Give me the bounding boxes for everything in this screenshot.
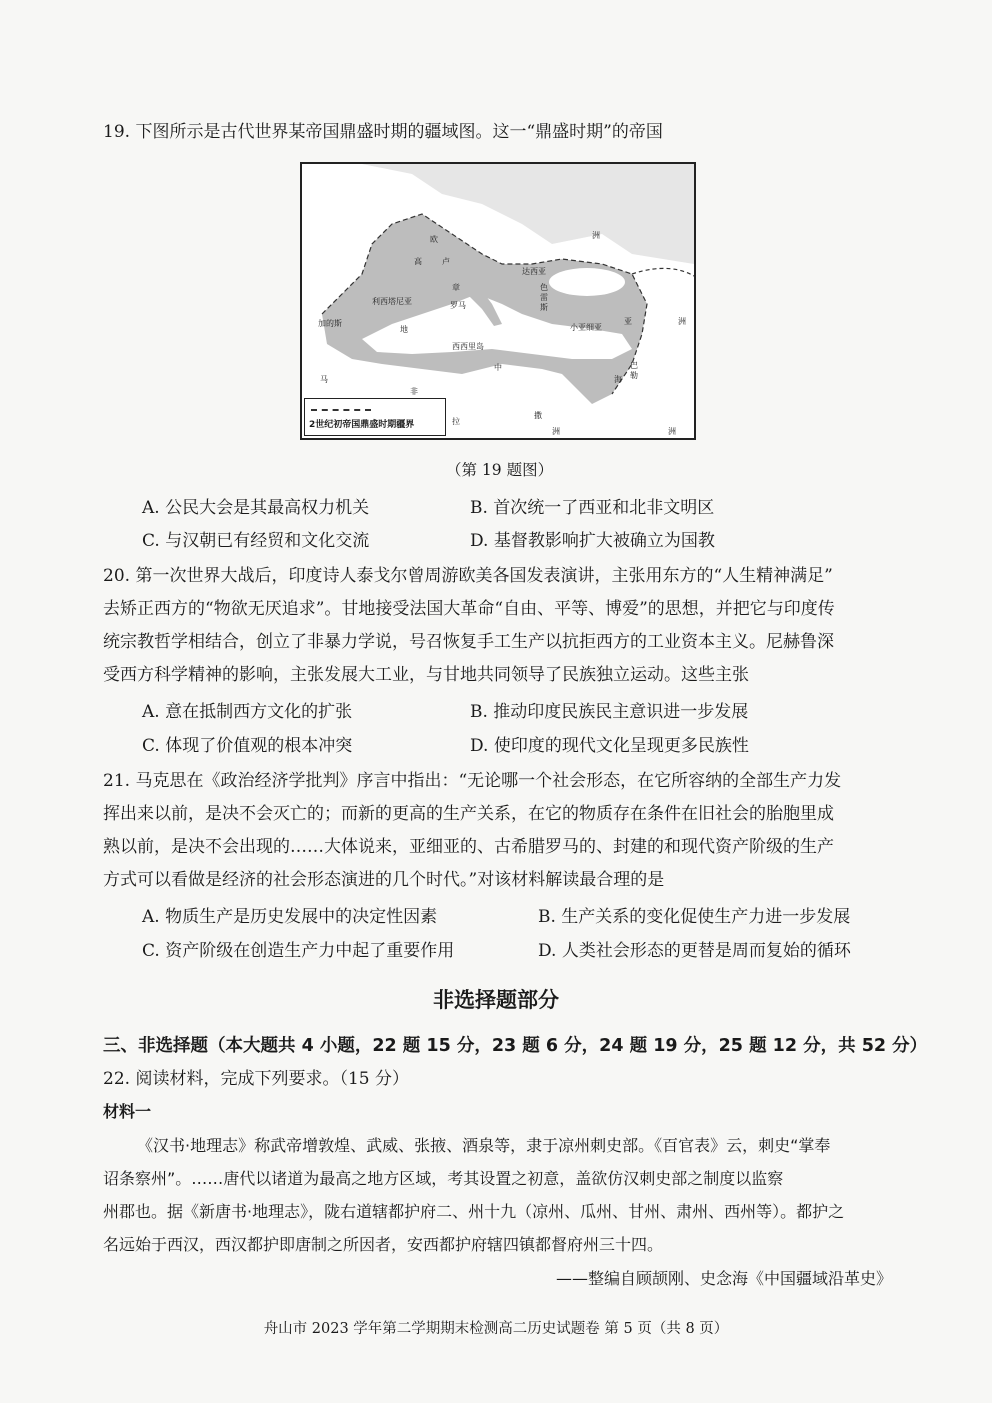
map-label: 色 — [540, 283, 548, 292]
map-label: 拉 — [452, 417, 460, 426]
q20-option-b: B. 推动印度民族民主意识进一步发展 — [470, 702, 749, 722]
q20-option-a: A. 意在抵制西方文化的扩张 — [142, 702, 353, 722]
q21-line: 挥出来以前，是决不会灭亡的；而新的更高的生产关系，在它的物质存在条件在旧社会的胎胞里成 — [103, 804, 834, 824]
q19-option-c: C. 与汉朝已有经贸和文化交流 — [142, 531, 370, 551]
map-label: 卢 — [442, 257, 450, 266]
q21-option-a: A. 物质生产是历史发展中的决定性因素 — [142, 907, 438, 927]
q20-line: 统宗教哲学相结合，创立了非暴力学说，号召恢复手工生产以抗拒西方的工业资本主义。尼赫鲁深 — [103, 632, 834, 652]
figure-caption: （第 19 题图） — [446, 461, 554, 479]
map-label: 斯 — [540, 303, 548, 312]
material-line: 诏条察州”。……唐代以诸道为最高之地方区域，考其设置之初意，盖欲仿汉刺史部之制度以监察 — [103, 1169, 784, 1188]
q19-option-a: A. 公民大会是其最高权力机关 — [142, 498, 370, 518]
q21-line: 熟以前，是决不会出现的……大体说来，亚细亚的、古希腊罗马的、封建的和现代资产阶级的生产 — [103, 837, 834, 857]
q20-line: 去矫正西方的“物欲无厌追求”。甘地接受法国大革命“自由、平等、博爱”的思想，并把它与印度传 — [103, 599, 835, 619]
material-source: ——整编自顾颉刚、史念海《中国疆域沿革史》 — [555, 1269, 892, 1288]
map-label: 高 — [414, 257, 422, 266]
q21-option-d: D. 人类社会形态的更替是周而复始的循环 — [538, 941, 851, 961]
q20-option-d: D. 使印度的现代文化呈现更多民族性 — [470, 736, 749, 756]
q19-option-b: B. 首次统一了西亚和北非文明区 — [470, 498, 715, 518]
q21-line: 方式可以看做是经济的社会形态演进的几个时代。”对该材料解读最合理的是 — [103, 870, 665, 890]
page-footer: 舟山市 2023 学年第二学期期末检测高二历史试题卷 第 5 页（共 8 页） — [263, 1321, 729, 1337]
map-label: 亚 — [624, 317, 632, 326]
map-label: 洲 — [668, 427, 676, 436]
q21-option-c: C. 资产阶级在创造生产力中起了重要作用 — [142, 941, 455, 961]
q21-line: 21. 马克思在《政治经济学批判》序言中指出：“无论哪一个社会形态，在它所容纳的全部生产力发 — [103, 771, 842, 791]
map-label: 海 — [614, 375, 622, 384]
q20-line: 受西方科学精神的影响，主张发展大工业，与甘地共同领导了民族独立运动。这些主张 — [103, 665, 749, 685]
map-label: 西西里岛 — [452, 342, 484, 351]
map-label: 地 — [400, 325, 408, 334]
map-label: 洲 — [592, 231, 600, 240]
map-label: 撒 — [534, 411, 542, 420]
map-label: 勒 — [630, 371, 638, 380]
map-label: 达西亚 — [522, 267, 546, 276]
map-label: 罗马 — [450, 301, 466, 310]
legend-text: 2世纪初帝国鼎盛时期疆界 — [309, 420, 415, 430]
map-label: 小亚细亚 — [570, 323, 602, 332]
q22-stem: 22. 阅读材料，完成下列要求。（15 分） — [103, 1069, 409, 1089]
legend-boundary-line — [311, 409, 371, 411]
map-label: 洲 — [552, 427, 560, 436]
map-label: 章 — [452, 283, 460, 292]
map-label: 加的斯 — [318, 319, 342, 328]
empire-territory-map — [300, 162, 696, 440]
map-label: 马 — [320, 375, 328, 384]
q19-option-d: D. 基督教影响扩大被确立为国教 — [470, 531, 715, 551]
q20-option-c: C. 体现了价值观的根本冲突 — [142, 736, 353, 756]
map-legend — [304, 398, 446, 436]
material-line: 《汉书·地理志》称武帝增敦煌、武威、张掖、酒泉等，隶于凉州刺史部。《百官表》云，刺史“掌奉 — [137, 1136, 831, 1155]
section-title: 非选择题部分 — [433, 988, 559, 1012]
q21-option-b: B. 生产关系的变化促使生产力进一步发展 — [538, 907, 851, 927]
q19-stem: 19. 下图所示是古代世界某帝国鼎盛时期的疆域图。这一“鼎盛时期”的帝国 — [103, 122, 663, 142]
map-label: 中 — [494, 363, 502, 372]
part3-heading: 三、非选择题（本大题共 4 小题，22 题 15 分，23 题 6 分，24 题 19 分，25 题 12 分，共 52 分） — [103, 1036, 928, 1056]
map-label: 利西塔尼亚 — [372, 297, 412, 306]
material-line: 州郡也。据《新唐书·地理志》，陇右道辖都护府二、州十九（凉州、瓜州、甘州、肃州、西州等）。都护之 — [103, 1202, 845, 1221]
map-label: 欧 — [430, 235, 438, 244]
map-label: 洲 — [678, 317, 686, 326]
map-label: 雷 — [540, 293, 548, 302]
map-label: 非 — [410, 387, 418, 396]
map-drawing — [302, 164, 694, 438]
map-label: 巴 — [630, 361, 638, 370]
material-label: 材料一 — [103, 1102, 152, 1121]
material-line: 名远始于西汉，西汉都护即唐制之所因者，安西都护府辖四镇都督府州三十四。 — [103, 1235, 664, 1254]
q20-line: 20. 第一次世界大战后，印度诗人泰戈尔曾周游欧美各国发表演讲，主张用东方的“人生精神满足” — [103, 566, 833, 586]
